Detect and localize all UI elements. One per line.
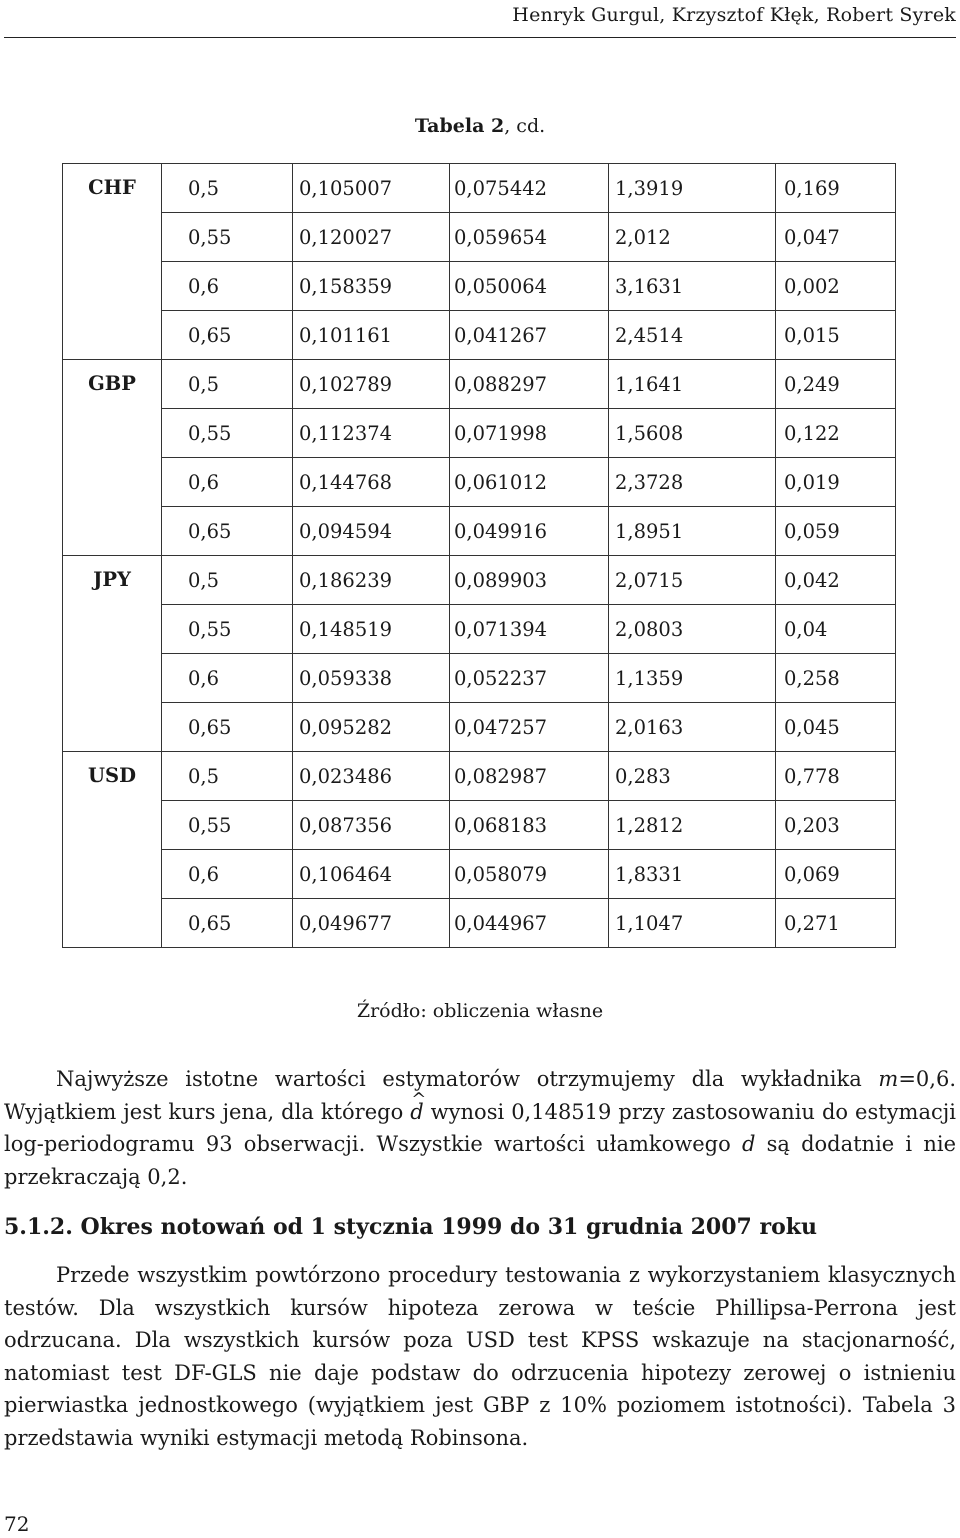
table-cell: 0,023486 <box>293 752 450 801</box>
results-table <box>62 163 896 948</box>
table-cell: 0,65 <box>162 703 293 752</box>
table-caption-suffix: , cd. <box>504 115 546 137</box>
paragraph-text: =0,6. Wyjątkiem jest kurs jena, dla którego <box>4 1067 956 1124</box>
table-cell: 2,0803 <box>609 605 776 654</box>
table-cell: 0,041267 <box>450 311 609 360</box>
table-cell: 0,106464 <box>293 850 450 899</box>
table-cell: 0,55 <box>162 213 293 262</box>
table-cell: 0,015 <box>776 311 896 360</box>
table-cell: 3,1631 <box>609 262 776 311</box>
table-cell: 0,088297 <box>450 360 609 409</box>
table-cell: 0,002 <box>776 262 896 311</box>
table-cell: 1,2812 <box>609 801 776 850</box>
currency-cell: JPY <box>63 556 162 752</box>
table-cell: 0,65 <box>162 507 293 556</box>
section-heading: 5.1.2. Okres notowań od 1 stycznia 1999 do 31 grudnia 2007 roku <box>4 1214 818 1240</box>
table-cell: 1,8951 <box>609 507 776 556</box>
paragraph-text: są dodatnie i nie przekraczają 0,2. <box>4 1132 956 1189</box>
table-cell: 2,012 <box>609 213 776 262</box>
paragraph-text: wynosi 0,148519 przy zastosowaniu do estymacji log-periodogramu 93 obserwacji. Wszystkie wartości ułamkowego <box>4 1099 956 1156</box>
table-cell: 0,061012 <box>450 458 609 507</box>
table-cell: 0,052237 <box>450 654 609 703</box>
table-cell: 0,5 <box>162 360 293 409</box>
table-cell: 0,105007 <box>293 164 450 213</box>
table-cell: 0,069 <box>776 850 896 899</box>
paragraph-results <box>4 1063 956 1193</box>
table-row <box>63 605 896 654</box>
table-cell: 0,258 <box>776 654 896 703</box>
table-cell: 0,094594 <box>293 507 450 556</box>
table-cell: 0,087356 <box>293 801 450 850</box>
table-row <box>63 409 896 458</box>
table-cell: 0,075442 <box>450 164 609 213</box>
table-cell: 0,019 <box>776 458 896 507</box>
table-cell: 0,65 <box>162 311 293 360</box>
table-row <box>63 458 896 507</box>
table-row <box>63 164 896 213</box>
table-cell: 0,249 <box>776 360 896 409</box>
table-cell: 0,045 <box>776 703 896 752</box>
table-cell: 0,047 <box>776 213 896 262</box>
paragraph-tests <box>4 1259 956 1454</box>
table-cell: 0,059 <box>776 507 896 556</box>
table-cell: 1,1359 <box>609 654 776 703</box>
table-cell: 0,120027 <box>293 213 450 262</box>
paragraph-indent <box>4 1067 56 1091</box>
table-cell: 0,55 <box>162 801 293 850</box>
table-cell: 0,5 <box>162 164 293 213</box>
table-cell: 0,55 <box>162 409 293 458</box>
table-cell: 0,283 <box>609 752 776 801</box>
table-row <box>63 262 896 311</box>
table-source: Źródło: obliczenia własne <box>356 1000 604 1022</box>
table-row <box>63 556 896 605</box>
table-cell: 1,5608 <box>609 409 776 458</box>
table-cell: 0,55 <box>162 605 293 654</box>
paragraph-text: Najwyższe istotne wartości estymatorów otrzymujemy dla wykładnika <box>56 1067 879 1091</box>
paragraph-text: Przede wszystkim powtórzono procedury testowania z wykorzystaniem klasycznych testów. Dla wszystkich kursów hipoteza zerowa w teście Phillipsa-Perrona jest odrzucana. Dla wszystkich kursów poza USD test KPSS wskazuje na stacjonarność, natomiast test DF-GLS nie daje podstaw do odrzucenia hipotezy zerowej o istnieniu pierwiastka jednostkowego (wyjątkiem jest GBP z 10% poziomem istotności). Tabela 3 przedstawia wyniki estymacji metodą Robinsona. <box>4 1263 956 1450</box>
table-caption-label: Tabela 2 <box>414 115 505 137</box>
table-cell: 2,0715 <box>609 556 776 605</box>
table-row <box>63 213 896 262</box>
table-cell: 0,6 <box>162 458 293 507</box>
table-cell: 0,5 <box>162 752 293 801</box>
table-row <box>63 703 896 752</box>
table-row <box>63 507 896 556</box>
header-rule <box>4 37 956 38</box>
table-cell: 1,1047 <box>609 899 776 948</box>
table-cell: 0,203 <box>776 801 896 850</box>
table-cell: 0,102789 <box>293 360 450 409</box>
table-cell: 0,6 <box>162 654 293 703</box>
table-cell: 0,071394 <box>450 605 609 654</box>
currency-cell: CHF <box>63 164 162 360</box>
table-cell: 0,158359 <box>293 262 450 311</box>
table-cell: 2,4514 <box>609 311 776 360</box>
table-cell: 0,186239 <box>293 556 450 605</box>
table-cell: 0,144768 <box>293 458 450 507</box>
table-cell: 2,3728 <box>609 458 776 507</box>
table-row <box>63 850 896 899</box>
table-cell: 0,122 <box>776 409 896 458</box>
symbol-d-hat: d ^ <box>410 1100 423 1124</box>
table-cell: 0,082987 <box>450 752 609 801</box>
table-cell: 0,049916 <box>450 507 609 556</box>
table-cell: 0,65 <box>162 899 293 948</box>
table-cell: 1,3919 <box>609 164 776 213</box>
table-cell: 0,042 <box>776 556 896 605</box>
symbol-d: d <box>741 1132 756 1156</box>
table-cell: 0,059654 <box>450 213 609 262</box>
table-cell: 0,068183 <box>450 801 609 850</box>
table-cell: 1,8331 <box>609 850 776 899</box>
table-cell: 0,050064 <box>450 262 609 311</box>
table-caption <box>0 115 960 137</box>
table-cell: 0,271 <box>776 899 896 948</box>
table-row <box>63 360 896 409</box>
symbol-m: m <box>878 1067 899 1091</box>
paragraph-indent <box>4 1263 56 1287</box>
table-cell: 0,089903 <box>450 556 609 605</box>
table-cell: 0,169 <box>776 164 896 213</box>
table-cell: 0,071998 <box>450 409 609 458</box>
table-cell: 0,047257 <box>450 703 609 752</box>
table-cell: 0,044967 <box>450 899 609 948</box>
currency-cell: GBP <box>63 360 162 556</box>
table-cell: 0,5 <box>162 556 293 605</box>
table-cell: 0,112374 <box>293 409 450 458</box>
table-cell: 0,778 <box>776 752 896 801</box>
table-cell: 0,6 <box>162 262 293 311</box>
table-cell: 0,058079 <box>450 850 609 899</box>
table-cell: 0,6 <box>162 850 293 899</box>
table-row <box>63 311 896 360</box>
table-cell: 0,101161 <box>293 311 450 360</box>
table-row <box>63 899 896 948</box>
table-row <box>63 801 896 850</box>
table-cell: 2,0163 <box>609 703 776 752</box>
table-cell: 0,04 <box>776 605 896 654</box>
table-cell: 0,095282 <box>293 703 450 752</box>
table-row <box>63 654 896 703</box>
table-row <box>63 752 896 801</box>
table-cell: 1,1641 <box>609 360 776 409</box>
currency-cell: USD <box>63 752 162 948</box>
table-cell: 0,059338 <box>293 654 450 703</box>
table-cell: 0,148519 <box>293 605 450 654</box>
table-cell: 0,049677 <box>293 899 450 948</box>
page-number: 72 <box>4 1512 30 1536</box>
running-header: Henryk Gurgul, Krzysztof Kłęk, Robert Syrek <box>512 4 956 26</box>
